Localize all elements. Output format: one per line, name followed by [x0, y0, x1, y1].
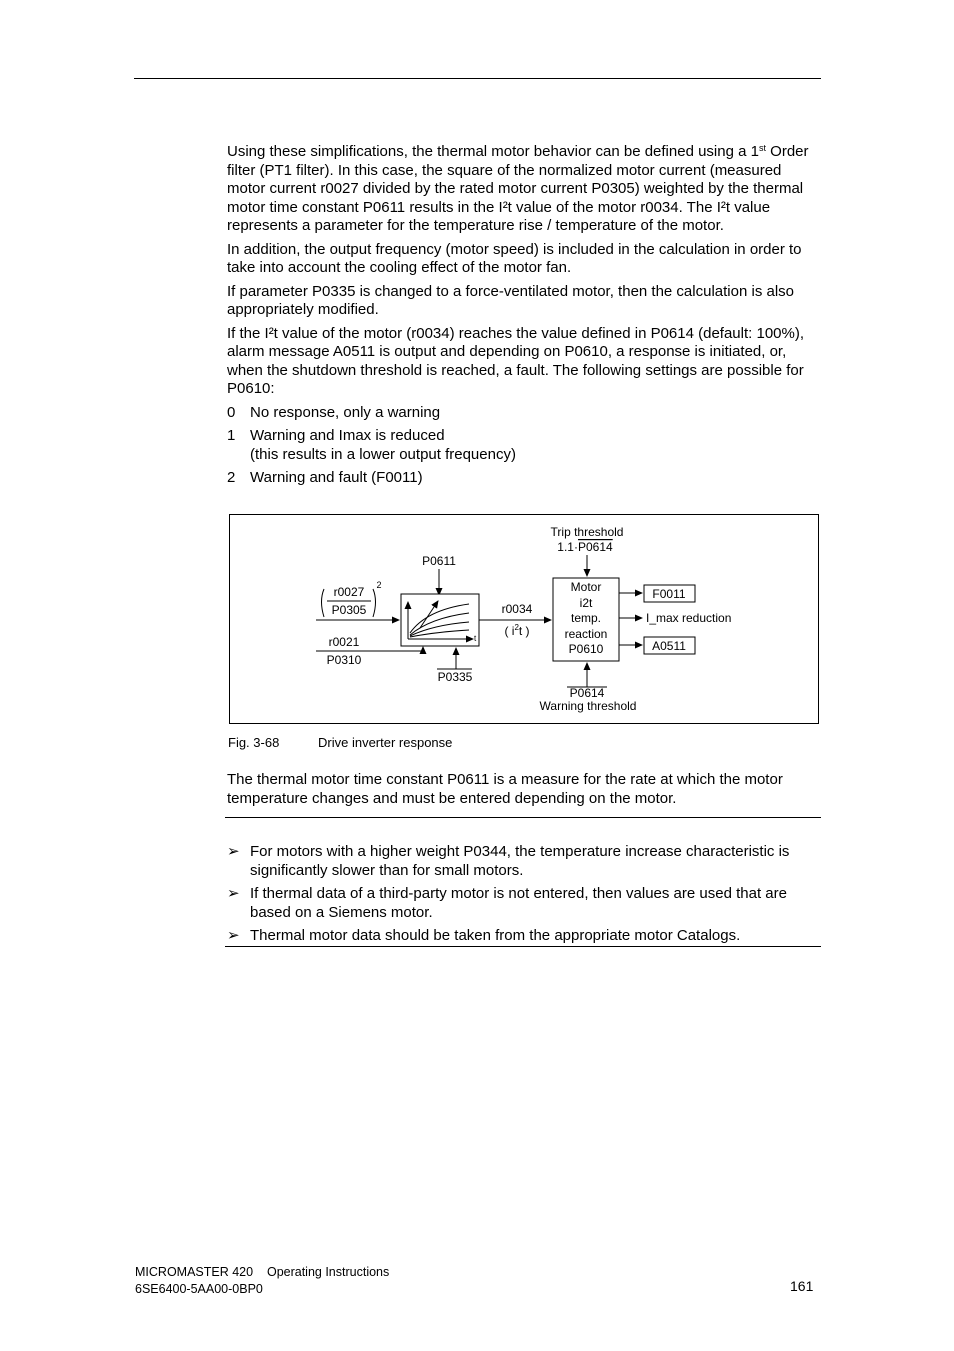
notes-bottom-rule: [225, 946, 821, 947]
note-item: ➢ If thermal data of a third-party motor is not entered, then values are used that are based on a Siemens motor.: [227, 885, 787, 921]
motor-block-line: Motor: [570, 580, 602, 594]
p0614-label: P0614: [569, 686, 605, 700]
motor-block-line: P0610: [568, 642, 604, 656]
graph-t-label: t: [474, 634, 477, 643]
footer-info: [135, 1264, 389, 1298]
r0034-label: r0034: [501, 602, 533, 616]
header-rule: [134, 78, 821, 79]
time-constant-paragraph: The thermal motor time constant P0611 is a measure for the rate at which the motor temperature changes and must be entered depending on the motor.: [227, 771, 783, 807]
a0511-label: A0511: [652, 639, 686, 653]
setting-item: 0 No response, only a warning: [227, 403, 441, 421]
figure-number: Fig. 3-68: [228, 735, 280, 750]
i2t-label: ( $i^2t$ ): [504, 623, 530, 638]
right-paren: [373, 589, 376, 617]
p0335-label: P0335: [437, 670, 473, 684]
r0027-label: r0027: [333, 585, 365, 599]
note-item: ➢ For motors with a higher weight P0344, the temperature increase characteristic is significantly slower than for small motors.: [227, 843, 790, 879]
intro-paragraph-1: Using these simplifications, the thermal motor behavior can be defined using a 1st Order filter (PT1 filter). In this case, the square of the normalized motor current (measured motor current r0027 divided by the rated motor current P0305) weighted by the thermal motor time constant P0611 results in the I²t value of the motor r0034. The I²t value represents a parameter for the temperature rise / temperature of the motor.: [227, 143, 809, 234]
motor-block-line: i2t: [579, 596, 593, 610]
intro-paragraph-3: If parameter P0335 is changed to a force-ventilated motor, then the calculation is also appropriately modified.: [227, 282, 794, 318]
arrow-bullet-icon: ➢: [227, 885, 240, 902]
pt1-filter-block: [401, 594, 479, 646]
p0305-label: P0305: [331, 603, 367, 617]
intro-paragraph-4: If the I²t value of the motor (r0034) reaches the value defined in P0614 (default: 100%), alarm message A0511 is output and depending on P0610, a response is initiated, or, when the shutdown threshold is reached, a fault. The following settings are possible for P0610:: [227, 324, 805, 397]
footer-order-number: 6SE6400-5AA00-0BP0: [135, 1282, 263, 1296]
p0611-label: P0611: [422, 554, 456, 568]
page-number: 161: [790, 1278, 814, 1294]
motor-block-line: reaction: [564, 627, 608, 641]
trip-threshold-value: 1.1·P0614: [557, 540, 613, 554]
drive-inverter-diagram: [229, 514, 819, 724]
exponent-label: 2: [376, 580, 382, 590]
motor-block-line: temp.: [570, 611, 602, 625]
f0011-label: F0011: [652, 587, 686, 601]
figure-title: Drive inverter response: [318, 735, 453, 750]
footer-product: MICROMASTER 420 Operating Instructions: [135, 1265, 390, 1279]
notes-section: [227, 843, 823, 951]
r0021-label: r0021: [328, 635, 360, 649]
arrow-bullet-icon: ➢: [227, 927, 240, 944]
intro-paragraph-2: In addition, the output frequency (motor speed) is included in the calculation in order to take into account the cooling effect of the motor fan.: [227, 240, 802, 276]
figure-caption: [228, 735, 452, 750]
setting-item: 2 Warning and fault (F0011): [227, 469, 423, 486]
intro-text: [227, 143, 823, 493]
p0310-label: P0310: [326, 653, 362, 667]
trip-threshold-label: Trip threshold: [550, 525, 624, 539]
setting-item: 1 Warning and Imax is reduced (this results in a lower output frequency): [227, 427, 516, 463]
notes-top-rule: [225, 817, 821, 818]
left-paren: [322, 589, 325, 617]
note-item: ➢ Thermal motor data should be taken from the appropriate motor Catalogs.: [227, 927, 741, 944]
arrow-bullet-icon: ➢: [227, 843, 240, 860]
imax-reduction-label: I_max reduction: [646, 611, 732, 625]
warning-threshold-label: Warning threshold: [539, 699, 637, 713]
